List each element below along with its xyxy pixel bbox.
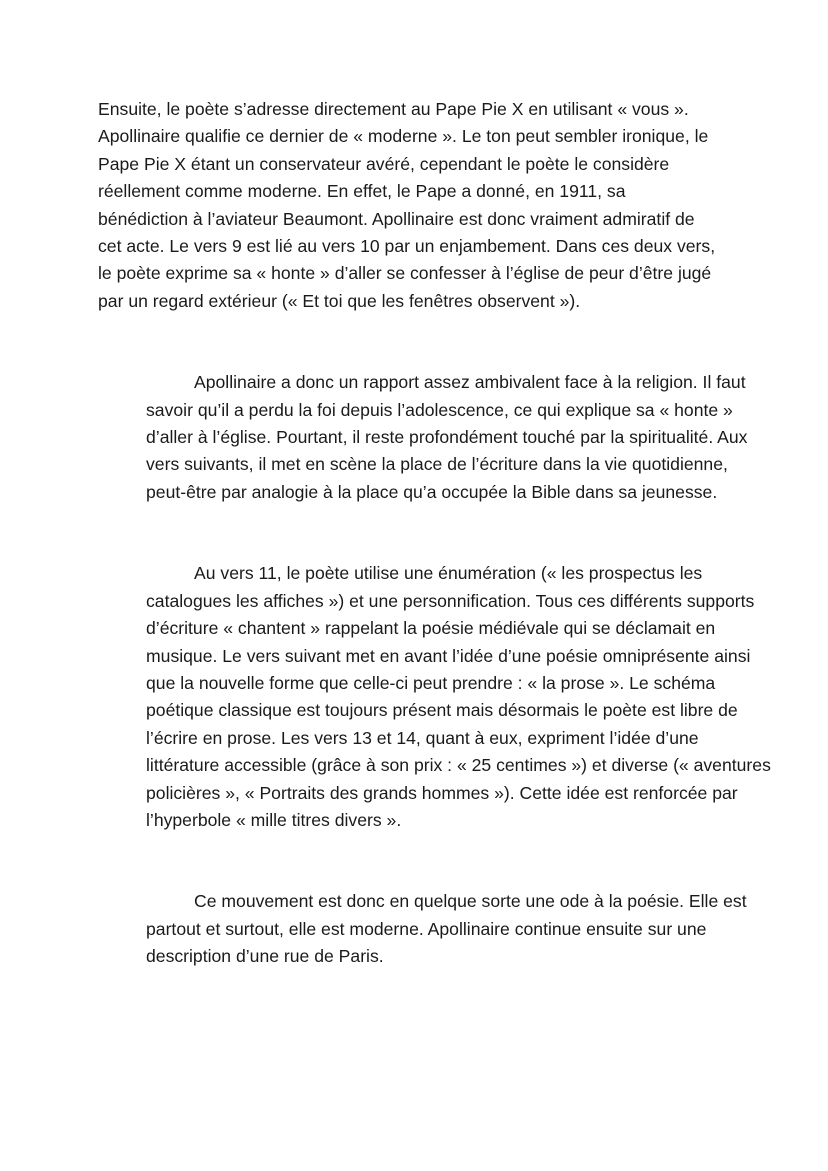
text-line: policières », « Portraits des grands hommes »). Cette idée est renforcée par: [146, 782, 738, 803]
paragraph-2: [98, 369, 748, 506]
text-line: l’écrire en prose. Les vers 13 et 14, quant à eux, expriment l’idée d’une: [146, 727, 699, 748]
document-page: [98, 96, 771, 971]
text-line: d’écriture « chantent » rappelant la poésie médiévale qui se déclamait en: [146, 618, 716, 639]
text-line: réellement comme moderne. En effet, le Pape a donné, en 1911, sa: [98, 181, 626, 202]
text-line: peut-être par analogie à la place qu’a occupée la Bible dans sa jeunesse.: [146, 481, 718, 502]
paragraph-1: [98, 96, 738, 315]
text-line: Ensuite, le poète s’adresse directement au Pape Pie X en utilisant « vous ».: [98, 99, 689, 119]
text-line: le poète exprime sa « honte » d’aller se confesser à l’église de peur d’être jugé: [98, 263, 712, 284]
text-line: vers suivants, il met en scène la place de l’écriture dans la vie quotidienne,: [146, 454, 728, 475]
text-line: l’hyperbole « mille titres divers ».: [146, 809, 402, 830]
text-line: description d’une rue de Paris.: [146, 946, 384, 967]
paragraph-3: [98, 560, 771, 834]
text-line: Au vers 11, le poète utilise une énumération (« les prospectus les: [194, 563, 703, 584]
text-line: catalogues les affiches ») et une personnification. Tous ces différents supports: [146, 590, 755, 611]
text-line: cet acte. Le vers 9 est lié au vers 10 par un enjambement. Dans ces deux vers,: [98, 236, 716, 257]
paragraph-4: [98, 888, 747, 970]
text-line: partout et surtout, elle est moderne. Apollinaire continue ensuite sur une: [146, 918, 707, 939]
text-line: littérature accessible (grâce à son prix : « 25 centimes ») et diverse (« aventures: [146, 755, 771, 776]
text-line: musique. Le vers suivant met en avant l’idée d’une poésie omniprésente ainsi: [146, 645, 751, 666]
text-line: Pape Pie X étant un conservateur avéré, cependant le poète le considère: [98, 153, 670, 174]
text-line: d’aller à l’église. Pourtant, il reste profondément touché par la spiritualité. Aux: [146, 427, 748, 448]
text-line: par un regard extérieur (« Et toi que les fenêtres observent »).: [98, 290, 581, 311]
text-line: Apollinaire qualifie ce dernier de « moderne ». Le ton peut sembler ironique, le: [98, 126, 709, 147]
text-line: Ce mouvement est donc en quelque sorte une ode à la poésie. Elle est: [194, 891, 747, 912]
text-line: que la nouvelle forme que celle-ci peut prendre : « la prose ». Le schéma: [146, 672, 716, 693]
text-line: poétique classique est toujours présent mais désormais le poète est libre de: [146, 700, 738, 721]
text-line: bénédiction à l’aviateur Beaumont. Apollinaire est donc vraiment admiratif de: [98, 208, 695, 229]
text-line: Apollinaire a donc un rapport assez ambivalent face à la religion. Il faut: [194, 372, 746, 393]
text-line: savoir qu’il a perdu la foi depuis l’adolescence, ce qui explique sa « honte »: [146, 399, 733, 420]
